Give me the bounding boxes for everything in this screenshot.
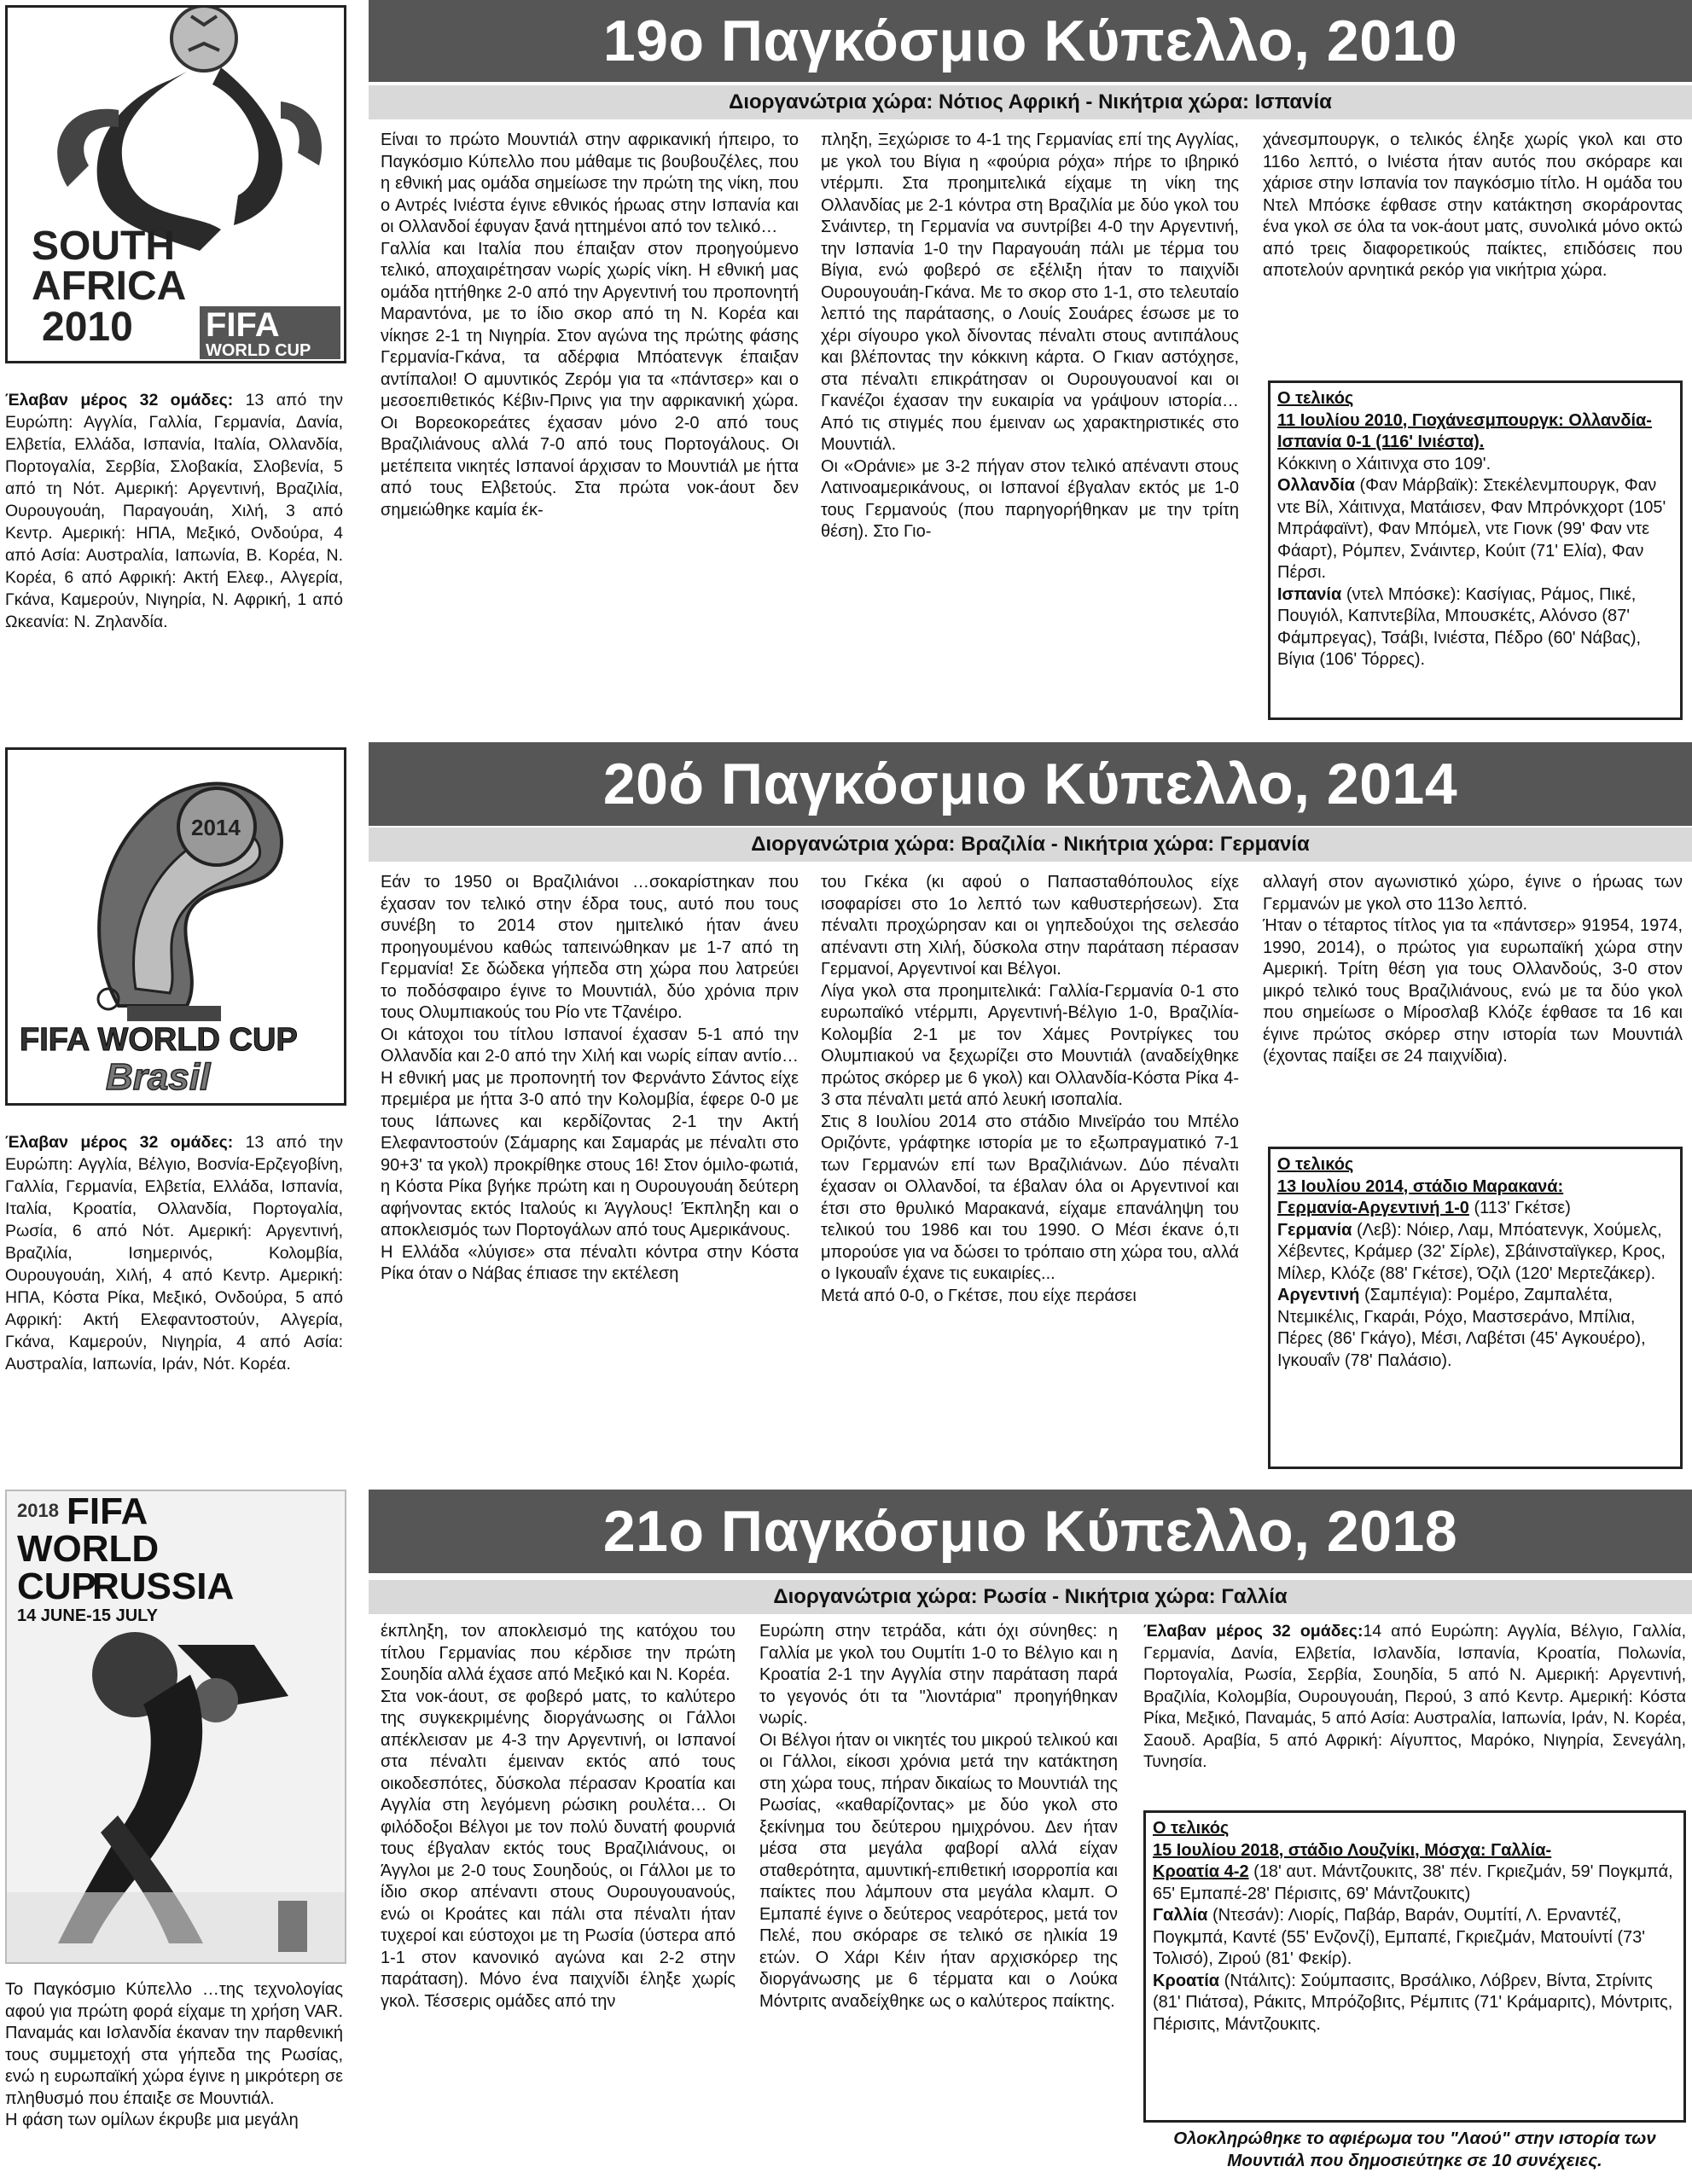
final-match-extra: (113' Γκέτσε) xyxy=(1468,1199,1571,1217)
title-banner-2018 xyxy=(369,1490,1692,1573)
final-team1-lineup: (Ντεσάν): Λιορίς, Παβάρ, Βαράν, Ουμτίτί, Λ. Ερναντέζ, Πογκμπά, Καντέ (55' Ενζονζί), Εμπαπέ, Γκριεζμάν, Ματουίντί (73' Τολισό), Ζιρού (81' Φεκίρ). xyxy=(1153,1906,1646,1968)
final-team2-name: Κροατία xyxy=(1153,1971,1220,1990)
final-heading: Ο τελικός xyxy=(1277,389,1354,408)
final-box-2014 xyxy=(1268,1147,1683,1469)
logo-text-worldcup: WORLD CUP xyxy=(206,341,311,360)
teams-label: Έλαβαν μέρος 32 ομάδες: xyxy=(5,1133,234,1152)
section-title: 20ό Παγκόσμιο Κύπελλο, 2014 xyxy=(602,752,1458,816)
article-2010-col1: Είναι το πρώτο Μουντιάλ στην αφρικανική ήπειρο, το Παγκόσμιο Κύπελλο που μάθαμε τις βουβουζέλες, που η εθνική μας ομάδα σημείωσε την πρώτη της νίκη, που ο Αντρές Ινιέστα έγινε εθνικός ήρωας στην Ισπανία και οι Ολλανδοί έφυγαν ξανά ηττημένοι από τον τελικό… Γαλλία και Ιταλία που έπαιξαν στον προηγούμενο τελικό, αποχαιρέτησαν νωρίς χωρίς νίκη. Η εθνική μας ομάδα ηττήθηκε 2-0 από την Αργεντινή του προπονητή Μαραντόνα, με το ίδιο σκορ από τη Ν. Κορέα και νίκησε 2-1 τη Νιγηρία. Στον αγώνα της πρώτης φάσης Γερμανία-Γκάνα, τα αδέρφια Μπόατενγκ έπαιξαν αντίπαλοι! Ο αμυντικός Ζερόμ για τα «πάντσερ» και ο μεσοεπιθετικός Κέβιν-Πρινς για την αφρικανική χώρα. Οι Βορεοκορεάτες έχασαν μόνο 2-0 από τους Βραζιλιάνους αλλά 7-0 από τους Πορτογάλους. Οι μετέπειτα νικητές Ισπανοί άρχισαν το Μουντιάλ με ήττα από τους Ελβετούς. Στα πρώτα νοκ-άουτ δεν σημειώθηκε καμία έκ- xyxy=(381,131,799,520)
final-match-line2: Γερμανία-Αργεντινή 1-0 xyxy=(1277,1199,1469,1217)
article-2010-col3: χάνεσμπουργκ, ο τελικός έληξε χωρίς γκολ και στο 116ο λεπτό, ο Ινιέστα ήταν αυτός που σκόραρε και χάρισε στην Ισπανία τον παγκόσμιο τίτλο. Η ομάδα του Ντελ Μπόσκε έφθασε στην κατάκτηση σκοράροντας ένα γκολ σε όλα τα νοκ-άουτ ματς, συνολικά μόνο οκτώ από τρεις διαφορετικούς παίκτες, επιδόσεις που αποτελούν αρνητικά ρεκόρ για νικήτρια χώρα. xyxy=(1263,131,1683,280)
final-team1-name: Γαλλία xyxy=(1153,1906,1208,1925)
logo-south-africa-2010 xyxy=(5,5,346,363)
closing-note: Ολοκληρώθηκε το αφιέρωμα του "Λαού" στην ιστορία των Μουντιάλ που δημοσιεύτηκε σε 10 συνέχειες. xyxy=(1173,2129,1656,2170)
title-banner-2010 xyxy=(369,0,1692,82)
logo-text-south: SOUTH xyxy=(32,224,175,269)
article-2014-col2: του Γκέκα (κι αφού ο Παπασταθόπουλος είχε ισοφαρίσει στο 1ο λεπτό των καθυστερήσεων). Στα πέναλτι προχώρησαν και οι γηπεδούχοι της σελεσάο απέναντι στη Χιλή, δύσκολα στην παράταση πέρασαν Γερμανοί, Αργεντινοί και Βέλγοι. Λίγα γκολ στα προημιτελικά: Γαλλία-Γερμανία 0-1 στο ευρωπαϊκό ντέρμπι, Αργεντινή-Βέλγιο 1-0, Βραζιλία-Κολομβία 2-1 με τον Χάμες Ροντρίγκες του Ολυμπιακού να ξεχωρίζει στο Μουντιάλ (αναδείχθηκε πρώτος σκόρερ με 6 γκολ) και Ολλανδία-Κόστα Ρίκα 4-3 στα πέναλτι μετά από λευκή ισοπαλία. Στις 8 Ιουλίου 2014 στο στάδιο Μινεϊράο του Μπέλο Οριζόντε, γράφτηκε ιστορία με το εξωπραγματικό 7-1 των Γερμανών επί των Βραζιλιάνων. Δύο πέναλτι έχασαν οι Ολλανδοί, τα έβαλαν όλα οι Αργεντινοί και έτσι στο θρυλικό Μαρακανά, είχαμε επανάληψη του τελικού του 1986 και του 1990. Ο Μέσι έκανε ό,τι μπορούσε για να δώσει το τρόπαιο στη χώρα του, αλλά ο Ιγκουαΐν έχανε τις ευκαιρίες... Μετά από 0-0, ο Γκέτσε, που είχε περάσει xyxy=(821,873,1239,1305)
final-match: 11 Ιουλίου 2010, Γιοχάνεσμπουργκ: Ολλανδία-Ισπανία 0-1 (116' Ινιέστα). xyxy=(1277,410,1652,451)
logo-text-fifa-world-cup: FIFA WORLD CUP xyxy=(20,1022,298,1058)
logo-text-brasil: Brasil xyxy=(106,1056,211,1098)
poster-russia: RUSSIA xyxy=(92,1565,235,1607)
article-2014-col3: αλλαγή στον αγωνιστικό χώρο, έγινε ο ήρωας των Γερμανών με γκολ στο 113ο λεπτό. Ήταν ο τέταρτος τίτλος για τα «πάντσερ» 91954, 1974, 1990, 2014), ο πρώτος για ευρωπαϊκή χώρα στην Αμερική. Τρίτη θέση για τους Ολλανδούς, 3-0 στον μικρό τελικό τους Βραζιλιάνους, ενώ με τα δύο γκολ που σημείωσε ο Μίροσλαβ Κλόζε έφθασε τα 16 και έγινε πρώτος σκόρερ στην ιστορία των Μουντιάλ (έχοντας παίξει σε 24 παιχνίδια). xyxy=(1263,873,1683,1066)
article-2018-col2: Ευρώπη στην τετράδα, κάτι όχι σύνηθες: η Γαλλία με γκολ του Ουμτίτι 1-0 το Βέλγιο και η Κροατία 2-1 την Αγγλία στην παράταση παρά το γεγονός ότι τα "λιοντάρια" προηγήθηκαν νωρίς. Οι Βέλγοι ήταν οι νικητές του μικρού τελικού και οι Γάλλοι, είκοσι χρόνια μετά την κατάκτηση στη χώρα τους, πήραν δικαίως το Μουντιάλ της Ρωσίας, «καθαρίζοντας» με δύο γκολ στο ξεκίνημα του δεύτερου ημιχρόνου. Δεν ήταν μέσα στα μεγάλα φαβορί αλλά είχαν σταθερότητα, αμυντική-επιθετική ισορροπία και παίκτες που λάμπουν στα μεγάλα κλαμπ. Ο Εμπαπέ έγινε ο δεύτερος νεαρότερος, μετά τον Πελέ, που σκόραρε σε τελικό σε ηλικία 19 ετών. Ο Χάρι Κέιν ήταν αρχισκόρερ της διοργάνωσης με 6 τέρματα και ο Λούκα Μόντριτς αναδείχθηκε ως ο καλύτερος παίκτης. xyxy=(759,1622,1118,2011)
logo-text-fifa: FIFA xyxy=(206,306,280,344)
logo-text-year: 2010 xyxy=(42,305,133,350)
article-2018-col1: έκπληξη, τον αποκλεισμό της κατόχου του τίτλου Γερμανίας που κέρδισε την πρώτη Σουηδία αλλά έχασε από Μεξικό και Ν. Κορέα. Στα νοκ-άουτ, σε φοβερό ματς, το καλύτερο της συγκεκριμένης διοργάνωσης οι Γάλλοι απέκλεισαν με 4-3 την Αργεντινή, οι Ισπανοί στα πέναλτι έμειναν εκτός από τους οικοδεσπότες, δύσκολα πέρασαν Κροατία και Αγγλία στη λεγόμενη ρώσικη ρουλέτα… Οι φιλόδοξοι Βέλγοι με τον πολύ δυνατή φουρνιά τους έβγαλαν εκτός τους Βραζιλιάνους, οι Άγγλοι με 2-0 τους Σουηδούς, οι Γάλλοι με το ίδιο σκορ απέναντι στους Ουρουγουανούς, ενώ οι Κροάτες και πάλι στα πέναλτι ήταν τυχεροί και εύστοχοι με τη Ρωσία (ύστερα από 1-1 στον κανονικό αγώνα και 2-2 στην παράταση). Μόνο ένα παιχνίδι έληξε χωρίς γκολ. Τέσσερις ομάδες από την xyxy=(381,1622,736,2011)
teams-2014 xyxy=(5,1131,343,1375)
final-team2-lineup: (Σαμπέγια): Ρομέρο, Ζαμπαλέτα, Ντεμικέλις, Γκαράι, Ρόχο, Μαστσεράνο, Μπίλια, Πέρες (86' Γκάγο), Μέσι, Λαβέτσι (45' Αγκουέρο), Ιγκουαΐν (78' Παλάσιο). xyxy=(1277,1286,1646,1370)
logo-text-africa: AFRICA xyxy=(32,264,187,309)
article-2010-col2: πληξη, Ξεχώρισε το 4-1 της Γερμανίας επί της Αγγλίας, με γκολ του Βίγια η «φούρια ρόχα» πήρε το ιβηρικό ντέρμπι. Στα προημιτελικά είχαμε τη νίκη της Ολλανδίας με 2-1 κόντρα στη Βραζιλία με δύο γκολ του Σνάιντερ, τη Γερμανία να συντρίβει 4-0 την Αργεντινή, την Ισπανία 1-0 την Παραγουάη πάλι με τέρμα του Βίγια, ενώ φοβερό σε εξέλιξη ήταν το παιχνίδι Ουρουγουάη-Γκάνα. Με το σκορ στο 1-1, στο τελευταίο λεπτό της παράτασης, ο Λουίς Σουάρες έσωσε με το χέρι σίγουρο γκολ δίνοντας πέναλτι στους αντιπάλους και βλέποντας την κόκκινη κάρτα. Ο Γκιαν αστόχησε, στα πέναλτι επικράτησαν οι Ουρουγουανοί και οι Γκανέζοι έχασαν την ευκαιρία να γράψουν ιστορία… Από τις στιγμές που έμειναν ως χαρακτηριστικές στο Μουντιάλ. Οι «Οράνιε» με 3-2 πήγαν στον τελικό απέναντι στους Λατινοαμερικάνους, οι Ισπανοί έβγαλαν εκτός με 1-0 τους Γερμανούς (που παρηγορήθηκαν με την τρίτη θέση). Στο Γιο- xyxy=(821,131,1239,541)
final-team2-lineup: (ντελ Μπόσκε): Κασίγιας, Ράμος, Πικέ, Πουγιόλ, Καπντεβίλα, Μπουσκέτς, Αλόνσο (87' Φάμπρεγας), Τσάβι, Ινιέστα, Πέδρο (60' Νάβας), Βίγια (106' Τόρρες). xyxy=(1277,584,1642,669)
poster-fifa: FIFA xyxy=(67,1491,148,1532)
section-subtitle: Διοργανώτρια χώρα: Ρωσία - Νικήτρια χώρα: Γαλλία xyxy=(773,1585,1288,1608)
section-subtitle: Διοργανώτρια χώρα: Νότιος Αφρική - Νικήτρια χώρα: Ισπανία xyxy=(729,90,1332,113)
final-match-line2: Κροατία 4-2 xyxy=(1153,1862,1249,1881)
poster-world: WORLD xyxy=(17,1528,160,1570)
russia-2018-poster xyxy=(7,1491,345,1962)
final-box-2010 xyxy=(1268,380,1683,720)
article-2014-col1: Εάν το 1950 οι Βραζιλιάνοι …σοκαρίστηκαν που έχασαν τον τελικό στην έδρα τους, αυτό που τους συνέβη το 2014 στον ημιτελικό ήταν άνευ προηγουμένου καθώς ταπεινώθηκαν με 1-7 από τη Γερμανία! Σε δώδεκα γήπεδα στη χώρα που λατρεύει το ποδόσφαιρο έγινε το Μουντιάλ, δύο χρόνια πριν τους Ολυμπιακούς του Ρίο ντε Τζανέιρο. Οι κάτοχοι του τίτλου Ισπανοί έχασαν 5-1 από την Ολλανδία και 2-0 από την Χιλή και νωρίς είπαν αντίο… Η εθνική μας με προπονητή τον Φερνάντο Σάντος είχε πρεμιέρα με ήττα 3-0 από την Κολομβία, έφερε 0-0 με τους Ιάπωνες και κερδίζοντας 2-1 την Ακτή Ελεφαντοστούν (Σάμαρης και Σαμαράς με πέναλτι στο 90+3' τα γκολ) προκρίθηκε στους 16! Στον όμιλο-φωτιά, η Κόστα Ρίκα βγήκε πρώτη και η Ουρουγουάη δεύτερη αφήνοντας εκτός Ιταλούς κι Άγγλους! Έκπληξη και ο αποκλεισμός των Πορτογάλων από τους Αμερικάνους. Η Ελλάδα «λύγισε» στα πέναλτι κόντρα στην Κόστα Ρίκα όταν ο Νάβας έπιασε την εκτέλεση xyxy=(381,873,799,1283)
poster-year: 2018 xyxy=(17,1500,59,1521)
final-team1-lineup: (Λεβ): Νόιερ, Λαμ, Μπόατενγκ, Χούμελς, Χέβεντες, Κράμερ (32' Σίρλε), Σβάινσταϊγκερ, Κρος, Μίλερ, Κλόζε (88' Γκέτσε), Όζιλ (120' Μερτεζάκερ). xyxy=(1277,1220,1666,1283)
title-banner-2014 xyxy=(369,742,1692,826)
final-team2-name: Αργεντινή xyxy=(1277,1286,1360,1304)
logo-brasil-2014 xyxy=(5,747,346,1106)
teams-list: 14 από Ευρώπη: Αγγλία, Βέλγιο, Γαλλία, Γερμανία, Δανία, Ελβετία, Ισλανδία, Ισπανία, Κροατία, Πολωνία, Πορτογαλία, Ρωσία, Σερβία, Σουηδία, 5 από Ν. Αμερική: Αργεντινή, Βραζιλία, Κολομβία, Ουρουγουάη, Περού, 3 από Κεντρ. Αμερική: Κόστα Ρίκα, Μεξικό, Παναμάς, 5 από Ασία: Αυστραλία, Ιαπωνία, Ιράν, Ν. Κορέα, Σαουδ. Αραβία, 5 από Αφρική: Αίγυπτος, Μαρόκο, Νιγηρία, Σενεγάλη, Τυνησία. xyxy=(1143,1622,1686,1771)
final-match-line1: 13 Ιουλίου 2014, στάδιο Μαρακανά: xyxy=(1277,1176,1564,1196)
subtitle-2018 xyxy=(369,1580,1692,1614)
teams-list: 13 από την Ευρώπη: Αγγλία, Βέλγιο, Βοσνία-Ερζεγοβίνη, Γαλλία, Γερμανία, Ελβετία, Ελλάδα, Ισπανία, Ιταλία, Κροατία, Ολλανδία, Πορτογαλία, Ρωσία, 6 από Νότ. Αμερική: Αργεντινή, Βραζιλία, Ισημερινός, Κολομβία, Ουρουγουάη, Χιλή, 4 από Κεντρ. Αμερική: ΗΠΑ, Κόστα Ρίκα, Μεξικό, Ονδούρα, 5 από Αφρική: Ακτή Ελεφαντοστούν, Αλγερία, Γκάνα, Καμερούν, Νιγηρία, 4 από Ασία: Αυστραλία, Ιαπωνία, Ιράν, Νότ. Κορέα. xyxy=(5,1133,343,1374)
teams-2010 xyxy=(5,389,343,633)
teams-list: 13 από την Ευρώπη: Αγγλία, Γαλλία, Γερμανία, Δανία, Ελβετία, Ελλάδα, Ισπανία, Ιταλία, Ολλανδία, Πορτογαλία, Σερβία, Σλοβακία, Σλοβενία, 5 από τη Νότ. Αμερική: Αργεντινή, Βραζιλία, Ουρουγουάη, Παραγουάη, Χιλή, 3 από Κεντρ. Αμερική: ΗΠΑ, Μεξικό, Ονδούρα, 4 από Ασία: Αυστραλία, Ιαπωνία, Β. Κορέα, Ν. Κορέα, 6 από Αφρική: Ακτή Ελεφ., Αλγερία, Γκάνα, Καμερούν, Νιγηρία, Ν. Αφρική, 1 από Ωκεανία: Ν. Ζηλανδία. xyxy=(5,391,343,631)
section-title: 21ο Παγκόσμιο Κύπελλο, 2018 xyxy=(602,1499,1458,1564)
section-title: 19ο Παγκόσμιο Κύπελλο, 2010 xyxy=(602,9,1458,73)
south-africa-2010-emblem xyxy=(8,8,344,361)
final-team2-lineup: (Ντάλιτς): Σούμπασιτς, Βρσάλικο, Λόβρεν, Βίντα, Στρίνιτς (81' Πιάτσα), Ράκιτς, Μπρόζοβιτς, Ρέμπιτς (71' Κράμαριτς), Μόντριτς, Πέρισιτς, Μάντζουκιτς. xyxy=(1153,1971,1673,2034)
final-heading: Ο τελικός xyxy=(1153,1819,1230,1838)
poster-dates: 14 JUNE-15 JULY xyxy=(17,1606,158,1625)
poster-russia-2018 xyxy=(5,1490,346,1964)
brasil-2014-emblem xyxy=(8,750,344,1103)
subtitle-2014 xyxy=(369,828,1692,862)
sidebar-2018-text: Το Παγκόσμιο Κύπελλο …της τεχνολογίας αφού για πρώτη φορά είχαμε τη χρήση VAR. Παναμάς και Ισλανδία έκαναν την παρθενική τους συμμετοχή στα γήπεδα της Ρωσίας, ενώ η ευρωπαϊκή χώρα έγινε η μικρότερη σε πληθυσμό που έπαιξε σε Μουντιάλ. Η φάση των ομίλων έκρυβε μια μεγάλη xyxy=(5,1980,343,2129)
final-team1-name: Ολλανδία xyxy=(1277,476,1355,495)
section-subtitle: Διοργανώτρια χώρα: Βραζιλία - Νικήτρια χώρα: Γερμανία xyxy=(751,833,1310,856)
final-heading: Ο τελικός xyxy=(1277,1155,1354,1174)
final-match-line1: 15 Ιουλίου 2018, στάδιο Λουζνίκι, Μόσχα: Γαλλία- xyxy=(1153,1840,1552,1860)
teams-label: Έλαβαν μέρος 32 ομάδες: xyxy=(1143,1622,1363,1641)
teams-2018 xyxy=(1143,1621,1686,1774)
final-match-extra: (18' αυτ. Μάντζουκιτς, 38' πέν. Γκριεζμάν, 59' Πογκμπά, 65' Εμπαπέ-28' Πέρισιτς, 69' Μάντζουκιτς) xyxy=(1153,1862,1673,1903)
final-box-2018 xyxy=(1143,1810,1686,2123)
final-team1-name: Γερμανία xyxy=(1277,1220,1352,1240)
poster-cup: CUP xyxy=(17,1565,96,1607)
final-team1-lineup: (Φαν Μάρβαϊκ): Στεκέλενμπουργκ, Φαν ντε Βίλ, Χάιτινχα, Ματάισεν, Φαν Μπρόνκχορτ (105' Μπράφαϊντ), Φαν Μπόμελ, ντε Γιονκ (99' Φαν ντε Φάαρτ), Ρόμπεν, Σνάιντερ, Κούιτ (71' Ελία), Φαν Πέρσι. xyxy=(1277,476,1666,582)
final-team2-name: Ισπανία xyxy=(1277,584,1342,604)
logo-text-year: 2014 xyxy=(191,815,241,840)
subtitle-2010 xyxy=(369,85,1692,119)
final-card: Κόκκινη ο Χάιτινχα στο 109'. xyxy=(1277,454,1491,473)
teams-label: Έλαβαν μέρος 32 ομάδες: xyxy=(5,391,234,410)
